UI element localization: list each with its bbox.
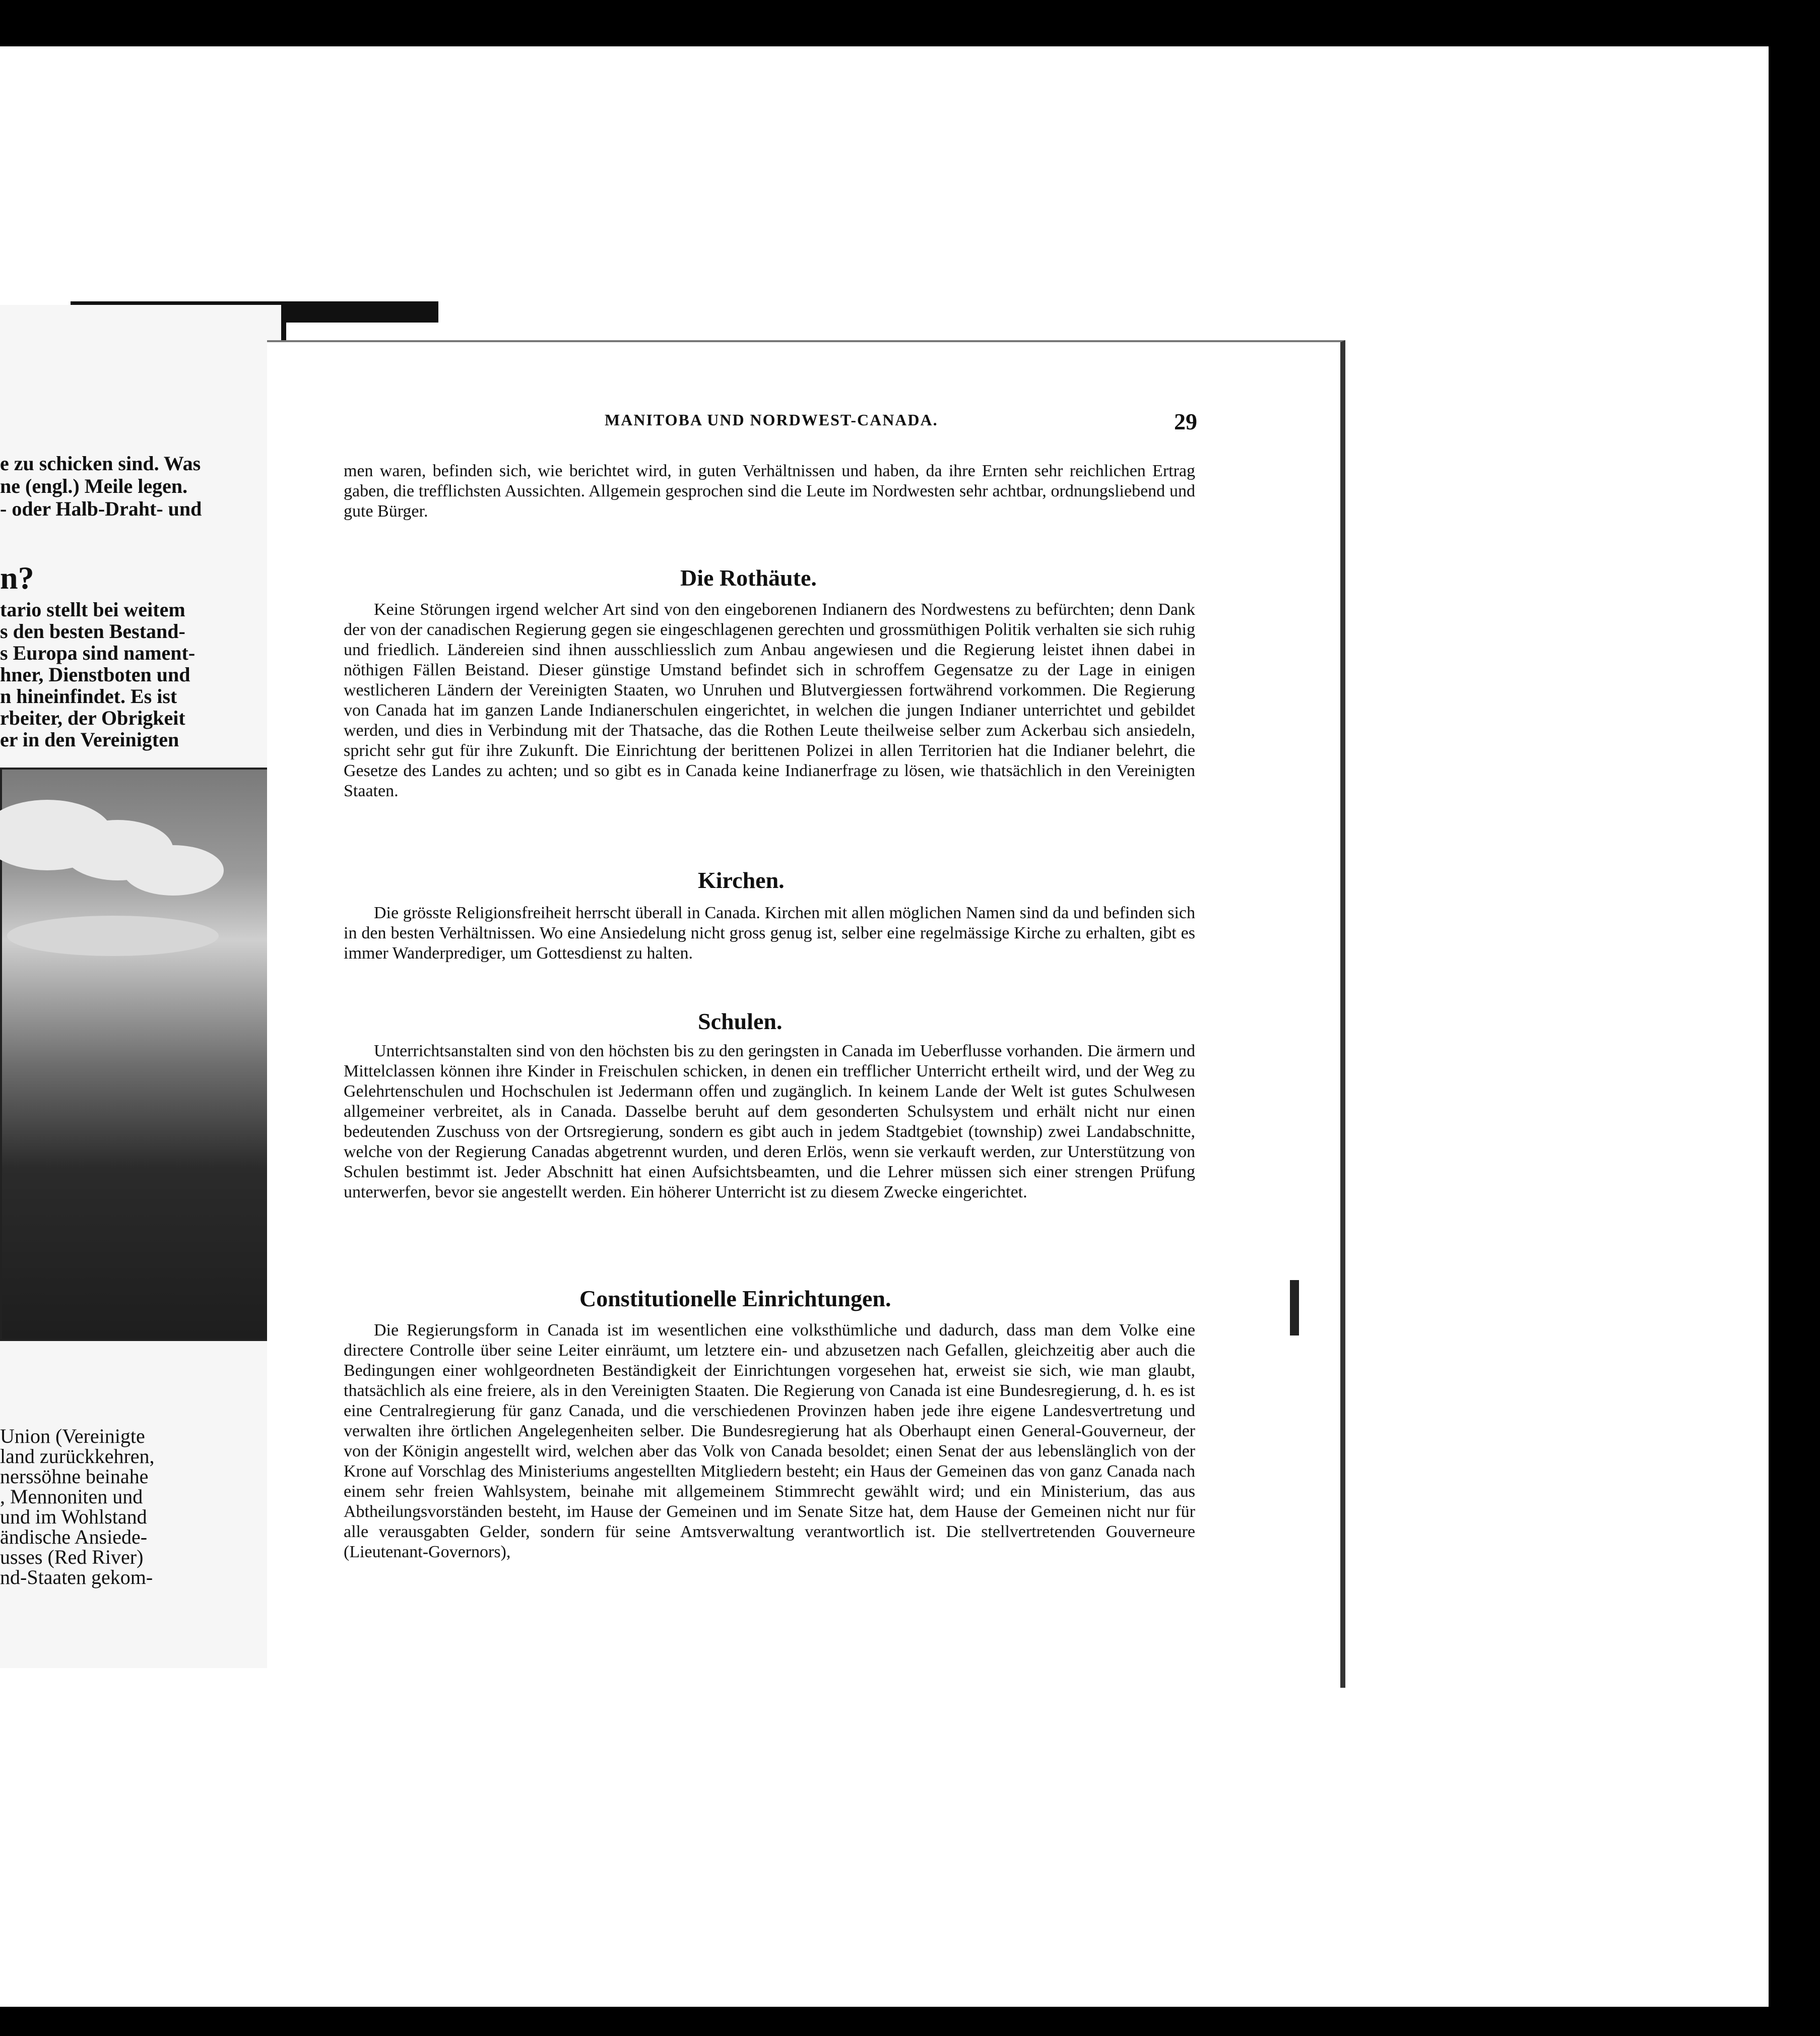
section-text: Die Regierungsform in Canada ist im wesentlichen eine volksthümliche und dadurch, dass man dem Volke eine directere Controlle über seine Leiter einräumt, um letztere ein- und abzusetzen nach Gefallen, gleichzeitig aber auch die Bedingungen einer wohlgeordneten Beständigkeit der Einrichtungen vorgesehen hat, erweist sie sich, wie man glaubt, thatsächlich als eine freiere, als in den Vereinigten Staaten. Die Regierung von Canada ist eine Bundesregierung, d. h. es ist eine Centralregierung für ganz Canada, und die verschiedenen Provinzen haben jede ihre eigene Landesvertretung und verwalten ihre örtlichen Angelegenheiten selber. Die Bundesregierung hat als Oberhaupt einen General-Gouverneur, der von der Königin angestellt wird, welchen aber das Volk von Canada besoldet; einen Senat der aus lebenslänglich von der Krone auf Vorschlag des Ministeriums angestellten Mitgliedern besteht; ein Haus der Gemeinen das von ganz Canada nach einem sehr freien Wahlsystem, beinahe mit allgemeinem Stimmrecht gewählt wird; und ein Ministerium, das aus Abtheilungsvorständen besteht, im Hause der Gemeinen und im Senate Sitze hat, dem Hause der Gemeinen nicht nur für alle verausgabten Gelder, sondern für seine Amtsverwaltung verantwortlich ist. Die stellvertretenden Gouverneure (Lieutenant-Governors), bbox=[344, 1321, 1195, 1561]
left-line: hner, Dienstboten und bbox=[0, 663, 190, 686]
scan-border-bottom bbox=[0, 2007, 1820, 2036]
intro-text: men waren, befinden sich, wie berichtet wird, in guten Verhältnissen und haben, da ihre Ernten sehr reichlichen Ertrag gaben, die trefflichsten Aussichten. Allgemein gesprochen sind die Leute im Nordwesten sehr achtbar, ordnungsliebend und gute Bürger. bbox=[344, 462, 1195, 521]
section-text: Keine Störungen irgend welcher Art sind von den eingeborenen Indianern des Nordwestens zu befürchten; denn Dank der von der canadischen Regierung gegen sie eingeschlagenen gerechten und grossmüthigen Politik verhalten sie sich ruhig und friedlich. Ländereien sind ihnen ausschliesslich zum Anbau angewiesen und die Regierung leistet ihnen dabei in nöthigen Fällen Beistand. Dieser günstige Umstand befindet sich in schroffem Gegensatze zu der Lage in einigen westlicheren Ländern der Vereinigten Staaten, wo Unruhen und Blutvergiessen fortwährend vorkommen. Die Regierung von Canada hat im ganzen Lande Indianerschulen eingerichtet, in welchen die jungen Indianer unterrichtet und gebildet werden, und dies in Verbindung mit der Thatsache, das die Rothen Leute theilweise selber zum Ackerbau sich ansiedeln, spricht sehr gut für ihre Zukunft. Die Einrichtung der berittenen Polizei in allen Territorien hat die Indianer belehrt, die Gesetze des Landes zu achten; und so gibt es in Canada keine Indianerfrage zu lösen, wie thatsächlich in den Vereinigten Staaten. bbox=[344, 600, 1195, 800]
section-body-kirchen bbox=[344, 903, 1195, 964]
left-line: , Mennoniten und bbox=[0, 1485, 143, 1508]
page-number: 29 bbox=[1174, 409, 1197, 434]
page-edge-mark bbox=[1290, 1280, 1299, 1335]
left-line: s Europa sind nament- bbox=[0, 642, 196, 664]
left-line: tario stellt bei weitem bbox=[0, 598, 185, 621]
intro-paragraph bbox=[344, 461, 1195, 522]
left-line: s den besten Bestand- bbox=[0, 620, 185, 643]
section-title-constitutionelle: Constitutionelle Einrichtungen. bbox=[579, 1286, 891, 1311]
left-line: usses (Red River) bbox=[0, 1546, 144, 1568]
section-title-rothaeute: Die Rothäute. bbox=[680, 565, 817, 591]
left-line: und im Wohlstand bbox=[0, 1505, 147, 1528]
landscape-engraving bbox=[0, 768, 279, 1341]
running-header: MANITOBA UND NORDWEST-CANADA. bbox=[605, 411, 938, 429]
section-title-schulen: Schulen. bbox=[698, 1008, 783, 1034]
left-line: ne (engl.) Meile legen. bbox=[0, 475, 188, 497]
left-line: - oder Halb-Draht- und bbox=[0, 497, 202, 520]
left-line: nerssöhne beinahe bbox=[0, 1465, 149, 1488]
section-text: Unterrichtsanstalten sind von den höchsten bis zu den geringsten in Canada im Ueberflusse vorhanden. Die ärmern und Mittelclassen können ihre Kinder in Freischulen schicken, in denen ein trefflicher Unterricht ertheilt wird, und der Weg zu Gelehrtenschulen und Hochschulen ist Jedermann offen und zugänglich. In keinem Lande der Welt ist gutes Schulwesen allgemeiner verbreitet, als in Canada. Dasselbe beruht auf dem gesonderten Schulsystem und erhält nicht nur einen bedeutenden Zuschuss von der Ortsregierung, sondern es gibt auch in jedem Stadtgebiet (township) zwei Landabschnitte, welche von der Regierung Canadas abgetrennt wurden, und deren Erlös, wenn sie verkauft werden, zur Unterstützung von Schulen bestimmt ist. Jeder Abschnitt hat einen Aufsichtsbeamten, und die Lehrer müssen sich einer strengen Prüfung unterwerfen, bevor sie angestellt werden. Ein höherer Unterricht ist zu diesem Zwecke eingerichtet. bbox=[344, 1042, 1195, 1201]
left-heading: n? bbox=[0, 560, 34, 596]
left-page bbox=[0, 305, 286, 1668]
left-line: er in den Vereinigten bbox=[0, 728, 179, 751]
section-body-schulen bbox=[344, 1041, 1195, 1202]
left-line: ändische Ansiede- bbox=[0, 1525, 148, 1548]
left-line: rbeiter, der Obrigkeit bbox=[0, 707, 185, 729]
left-line: Union (Vereinigte bbox=[0, 1425, 145, 1447]
section-title-kirchen: Kirchen. bbox=[698, 867, 785, 893]
section-text: Die grösste Religionsfreiheit herrscht überall in Canada. Kirchen mit allen möglichen Namen sind da und befinden sich in den besten Verhältnissen. Wo eine Ansiedelung nicht gross genug ist, selber eine regelmässige Kirche zu erhalten, gibt es immer Wanderprediger, um Gottesdienst zu halten. bbox=[344, 904, 1195, 963]
scan-border-right bbox=[1769, 0, 1820, 2036]
left-line: n hineinfindet. Es ist bbox=[0, 685, 177, 708]
section-body-rothaeute bbox=[344, 600, 1195, 801]
left-line: e zu schicken sind. Was bbox=[0, 452, 201, 475]
left-line: nd-Staaten gekom- bbox=[0, 1566, 153, 1588]
left-line: land zurückkehren, bbox=[0, 1445, 155, 1468]
section-body-constitutionelle bbox=[344, 1320, 1195, 1562]
